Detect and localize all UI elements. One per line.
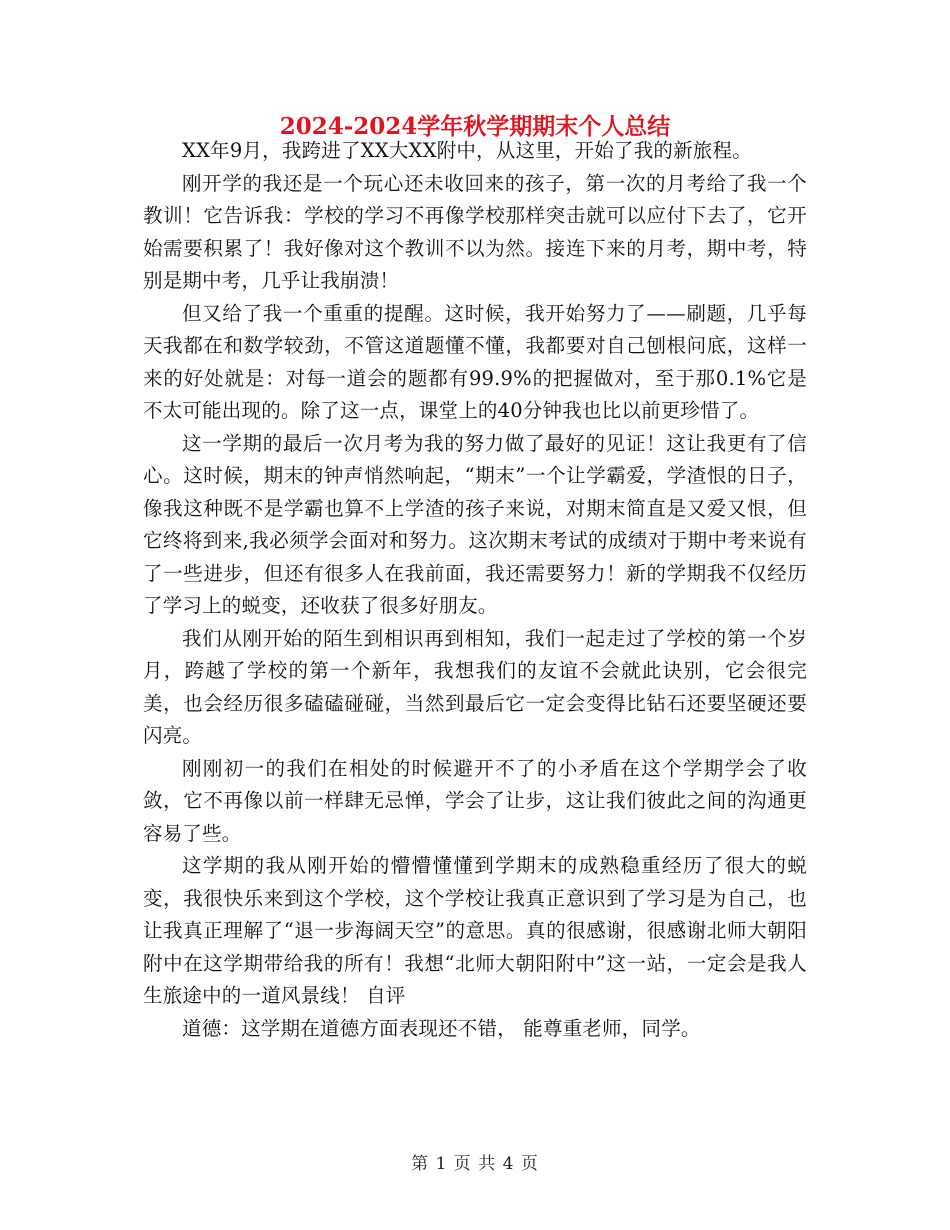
paragraph-2: 刚开学的我还是一个玩心还未收回来的孩子，第一次的月考给了我一个教训！它告诉我：学校的学习不再像学校那样突击就可以应付下去了，它开始需要积累了！我好像对这个教训不以为然。接连下来的月考，期中考，特别是期中考，几乎让我崩溃！ [143,171,807,292]
page-footer: 第 1 页 共 4 页 [411,1154,539,1174]
paragraph-4: 这一学期的最后一次月考为我的努力做了最好的见证！这让我更有了信心。这时候，期末的钟声悄然响起，“期末”一个让学霸爱，学渣恨的日子，像我这种既不是学霸也算不上学渣的孩子来说，对期末简直是又爱又恨，但它终将到来,我必须学会面对和努力。这次期末考试的成绩对于期中考来说有了一些进步，但还有很多人在我前面，我还需要努力！新的学期我不仅经历了学习上的蜕变，还收获了很多好朋友。 [143,431,807,617]
paragraph-8: 道德：这学期在道德方面表现还不错， 能尊重老师，同学。 [182,1016,701,1040]
paragraph-5: 我们从刚开始的陌生到相识再到相知，我们一起走过了学校的第一个岁月，跨越了学校的第一个新年，我想我们的友谊不会就此诀别，它会很完美，也会经历很多磕磕碰碰，当然到最后它一定会变得比钻石还要坚硬还要闪亮。 [143,626,807,747]
paragraph-6: 刚刚初一的我们在相处的时候避开不了的小矛盾在这个学期学会了收敛，它不再像以前一样肆无忌惮，学会了让步，这让我们彼此之间的沟通更容易了些。 [143,756,807,845]
paragraph-7: 这学期的我从刚开始的懵懵懂懂到学期末的成熟稳重经历了很大的蜕变，我很快乐来到这个学校，这个学校让我真正意识到了学习是为自己，也让我真正理解了“退一步海阔天空”的意思。真的很感谢，很感谢北师大朝阳附中在这学期带给我的所有！我想“北师大朝阳附中”这一站，一定会是我人生旅途中的一道风景线！ 自评 [143,854,807,1007]
paragraph-3: 但又给了我一个重重的提醒。这时候，我开始努力了——刷题，几乎每天我都在和数学较劲，不管这道题懂不懂，我都要对自己刨根问底，这样一来的好处就是：对每一道会的题都有99.9%的把握做对，至于那0.1%它是不太可能出现的。除了这一点，课堂上的40分钟我也比以前更珍惜了。 [143,301,807,422]
document-title: 2024-2024学年秋学期期末个人总结 [279,113,671,140]
paragraph-1: XX年9月，我跨进了XX大XX附中，从这里，开始了我的新旅程。 [182,139,752,162]
document-body [143,135,807,1045]
